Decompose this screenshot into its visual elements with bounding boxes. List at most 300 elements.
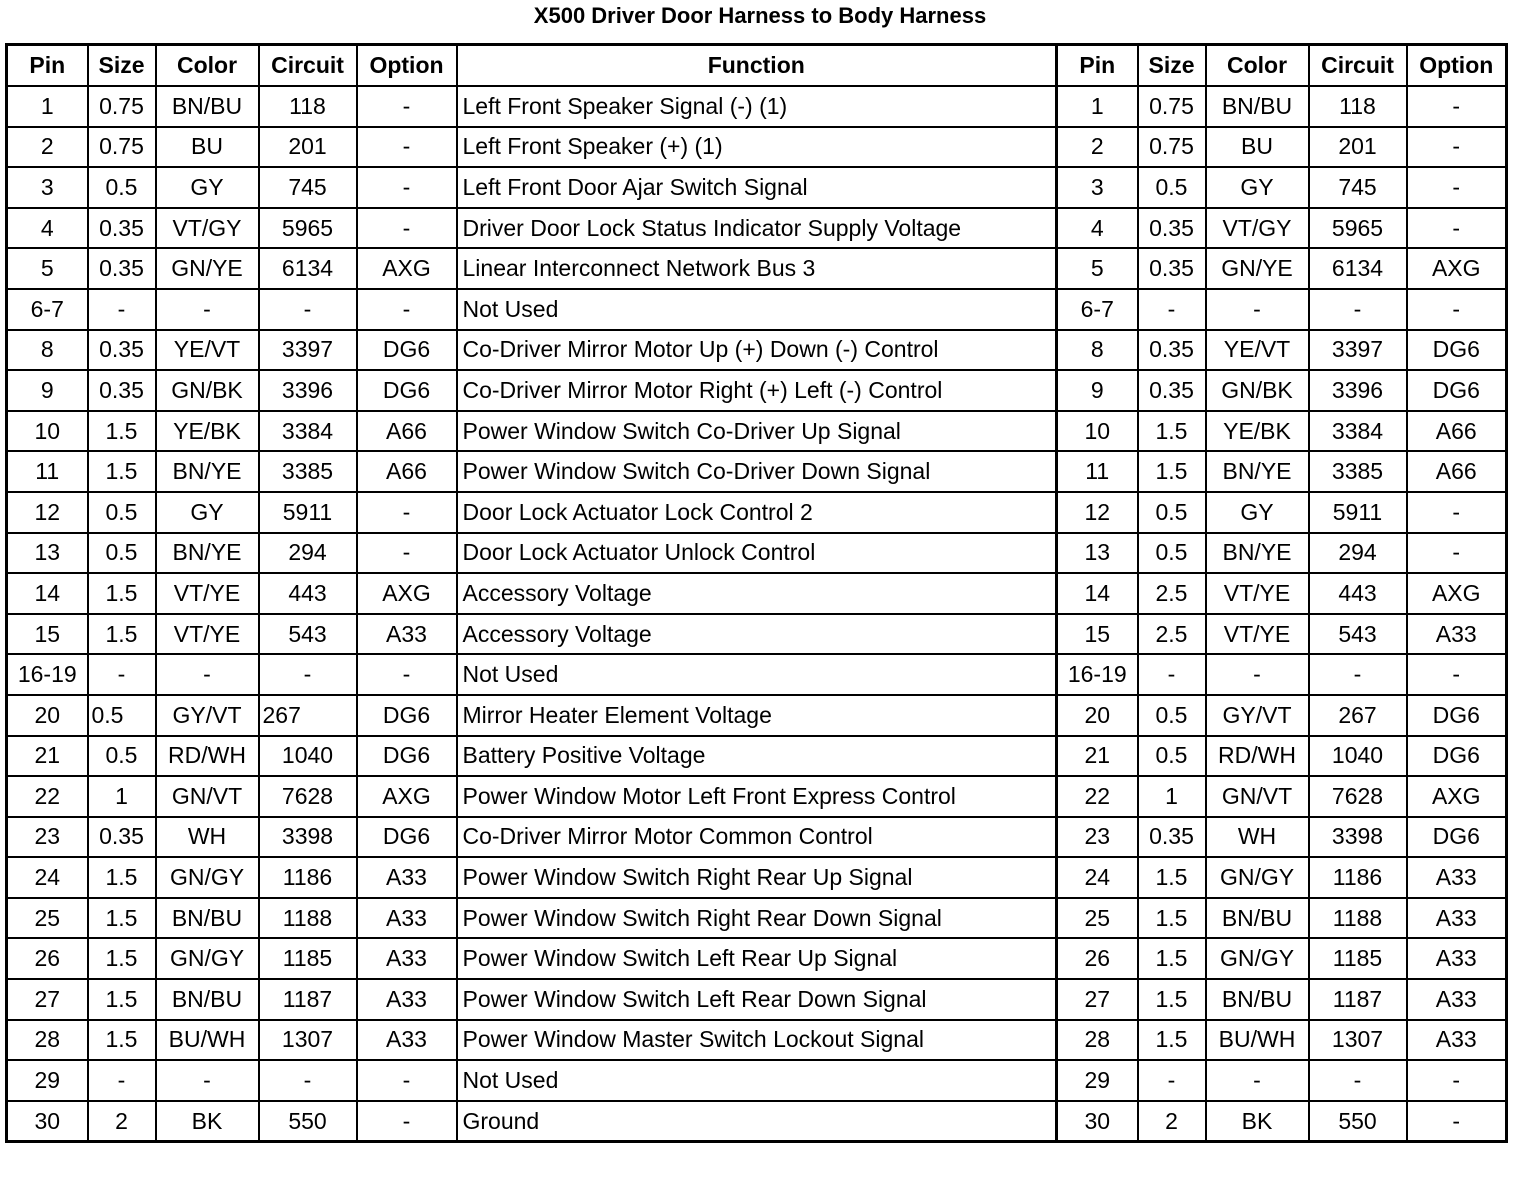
- size-cell-2: 2.5: [1138, 573, 1206, 614]
- color-cell-2: -: [1206, 289, 1309, 330]
- color-cell-2: -: [1206, 654, 1309, 695]
- header-row: [7, 45, 1507, 87]
- size-cell: -: [88, 654, 156, 695]
- circuit-cell: 5911: [259, 492, 357, 533]
- circuit-cell: -: [259, 1060, 357, 1101]
- color-cell: VT/GY: [156, 208, 259, 249]
- color-cell-2: VT/YE: [1206, 614, 1309, 655]
- color-cell: GY: [156, 492, 259, 533]
- size-cell: 0.75: [88, 127, 156, 168]
- pin-cell: 3: [7, 167, 88, 208]
- circuit-cell: 543: [259, 614, 357, 655]
- option-cell: -: [357, 167, 457, 208]
- pin-cell: 6-7: [7, 289, 88, 330]
- circuit-cell-2: 745: [1309, 167, 1407, 208]
- size-cell: 1.5: [88, 857, 156, 898]
- color-cell-2: BN/YE: [1206, 451, 1309, 492]
- circuit-cell: 294: [259, 533, 357, 574]
- function-cell: Ground: [457, 1101, 1057, 1142]
- color-cell: -: [156, 1060, 259, 1101]
- table-row: [7, 127, 1507, 168]
- table-row: [7, 736, 1507, 777]
- option-cell-2: DG6: [1407, 370, 1507, 411]
- size-cell-2: 2.5: [1138, 614, 1206, 655]
- option-cell: A66: [357, 451, 457, 492]
- function-cell: Not Used: [457, 654, 1057, 695]
- color-cell: BN/YE: [156, 533, 259, 574]
- pin-cell: 30: [7, 1101, 88, 1142]
- circuit-cell-2: 3396: [1309, 370, 1407, 411]
- pin-cell: 25: [7, 898, 88, 939]
- option-cell-2: -: [1407, 289, 1507, 330]
- circuit-cell-2: 294: [1309, 533, 1407, 574]
- option-cell-2: DG6: [1407, 736, 1507, 777]
- pin-cell-2: 13: [1057, 533, 1138, 574]
- circuit-cell-2: 550: [1309, 1101, 1407, 1142]
- size-cell-2: 0.35: [1138, 208, 1206, 249]
- circuit-cell-2: 443: [1309, 573, 1407, 614]
- circuit-cell: 1186: [259, 857, 357, 898]
- pin-cell-2: 10: [1057, 411, 1138, 452]
- circuit-cell: 6134: [259, 248, 357, 289]
- option-cell: DG6: [357, 695, 457, 736]
- pin-cell: 27: [7, 979, 88, 1020]
- table-row: [7, 289, 1507, 330]
- pin-cell-2: 28: [1057, 1020, 1138, 1061]
- color-cell-2: YE/BK: [1206, 411, 1309, 452]
- header-size: Size: [88, 45, 156, 87]
- function-cell: Door Lock Actuator Lock Control 2: [457, 492, 1057, 533]
- size-cell: -: [88, 1060, 156, 1101]
- pin-cell: 14: [7, 573, 88, 614]
- size-cell: 1.5: [88, 573, 156, 614]
- color-cell: GY: [156, 167, 259, 208]
- size-cell-2: 0.5: [1138, 492, 1206, 533]
- pin-cell: 8: [7, 330, 88, 371]
- color-cell: BN/YE: [156, 451, 259, 492]
- option-cell: AXG: [357, 776, 457, 817]
- color-cell: YE/VT: [156, 330, 259, 371]
- size-cell: 0.5: [88, 736, 156, 777]
- function-cell: Power Window Switch Right Rear Up Signal: [457, 857, 1057, 898]
- option-cell: DG6: [357, 817, 457, 858]
- size-cell-2: 1.5: [1138, 898, 1206, 939]
- table-row: [7, 1020, 1507, 1061]
- option-cell-2: AXG: [1407, 776, 1507, 817]
- option-cell-2: AXG: [1407, 573, 1507, 614]
- function-cell: Power Window Switch Co-Driver Down Signal: [457, 451, 1057, 492]
- option-cell: -: [357, 127, 457, 168]
- circuit-cell-2: -: [1309, 654, 1407, 695]
- function-cell: Driver Door Lock Status Indicator Supply Voltage: [457, 208, 1057, 249]
- size-cell-2: 1.5: [1138, 938, 1206, 979]
- function-cell: Co-Driver Mirror Motor Up (+) Down (-) Control: [457, 330, 1057, 371]
- color-cell-2: BN/BU: [1206, 979, 1309, 1020]
- pin-cell-2: 24: [1057, 857, 1138, 898]
- size-cell: 2: [88, 1101, 156, 1142]
- circuit-cell: 1188: [259, 898, 357, 939]
- size-cell-2: 1.5: [1138, 451, 1206, 492]
- circuit-cell: -: [259, 289, 357, 330]
- option-cell: AXG: [357, 248, 457, 289]
- pin-cell-2: 6-7: [1057, 289, 1138, 330]
- color-cell-2: GY: [1206, 167, 1309, 208]
- function-cell: Battery Positive Voltage: [457, 736, 1057, 777]
- size-cell-2: 2: [1138, 1101, 1206, 1142]
- function-cell: Linear Interconnect Network Bus 3: [457, 248, 1057, 289]
- option-cell-2: DG6: [1407, 817, 1507, 858]
- size-cell: 0.35: [88, 370, 156, 411]
- color-cell: GY/VT: [156, 695, 259, 736]
- color-cell: GN/BK: [156, 370, 259, 411]
- circuit-cell-2: 1040: [1309, 736, 1407, 777]
- option-cell: -: [357, 654, 457, 695]
- size-cell: 1: [88, 776, 156, 817]
- color-cell-2: BK: [1206, 1101, 1309, 1142]
- pin-cell: 23: [7, 817, 88, 858]
- table-row: [7, 938, 1507, 979]
- circuit-cell-2: 1187: [1309, 979, 1407, 1020]
- pin-cell-2: 25: [1057, 898, 1138, 939]
- option-cell-2: -: [1407, 1060, 1507, 1101]
- option-cell-2: -: [1407, 208, 1507, 249]
- header-color-2: Color: [1206, 45, 1309, 87]
- table-row: [7, 654, 1507, 695]
- pin-cell-2: 20: [1057, 695, 1138, 736]
- option-cell: A33: [357, 938, 457, 979]
- pin-cell-2: 26: [1057, 938, 1138, 979]
- color-cell-2: WH: [1206, 817, 1309, 858]
- size-cell-2: 0.35: [1138, 817, 1206, 858]
- size-cell: -: [88, 289, 156, 330]
- option-cell: DG6: [357, 736, 457, 777]
- circuit-cell-2: 1188: [1309, 898, 1407, 939]
- color-cell-2: GN/GY: [1206, 857, 1309, 898]
- size-cell: 0.5: [88, 533, 156, 574]
- function-cell: Co-Driver Mirror Motor Right (+) Left (-) Control: [457, 370, 1057, 411]
- option-cell-2: A33: [1407, 898, 1507, 939]
- table-row: [7, 167, 1507, 208]
- table-row: [7, 370, 1507, 411]
- function-cell: Power Window Master Switch Lockout Signal: [457, 1020, 1057, 1061]
- size-cell: 0.75: [88, 86, 156, 127]
- table-row: [7, 857, 1507, 898]
- circuit-cell: 5965: [259, 208, 357, 249]
- table-row: [7, 573, 1507, 614]
- pin-cell-2: 1: [1057, 86, 1138, 127]
- color-cell: BN/BU: [156, 898, 259, 939]
- circuit-cell: 1185: [259, 938, 357, 979]
- circuit-cell: 745: [259, 167, 357, 208]
- header-circuit: Circuit: [259, 45, 357, 87]
- size-cell-2: 0.75: [1138, 127, 1206, 168]
- size-cell: 1.5: [88, 898, 156, 939]
- table-row: [7, 533, 1507, 574]
- option-cell-2: A33: [1407, 979, 1507, 1020]
- pin-cell: 28: [7, 1020, 88, 1061]
- color-cell: BK: [156, 1101, 259, 1142]
- option-cell: A33: [357, 1020, 457, 1061]
- pin-cell-2: 15: [1057, 614, 1138, 655]
- circuit-cell-2: 6134: [1309, 248, 1407, 289]
- option-cell: A33: [357, 614, 457, 655]
- pin-cell-2: 2: [1057, 127, 1138, 168]
- pin-cell: 20: [7, 695, 88, 736]
- size-cell-2: -: [1138, 289, 1206, 330]
- header-pin-2: Pin: [1057, 45, 1138, 87]
- circuit-cell-2: 118: [1309, 86, 1407, 127]
- circuit-cell: 1187: [259, 979, 357, 1020]
- color-cell: RD/WH: [156, 736, 259, 777]
- pin-cell: 4: [7, 208, 88, 249]
- header-pin: Pin: [7, 45, 88, 87]
- size-cell: 0.35: [88, 330, 156, 371]
- option-cell-2: -: [1407, 654, 1507, 695]
- function-cell: Accessory Voltage: [457, 614, 1057, 655]
- circuit-cell-2: 3398: [1309, 817, 1407, 858]
- circuit-cell: 3385: [259, 451, 357, 492]
- table-row: [7, 330, 1507, 371]
- table-row: [7, 248, 1507, 289]
- table-row: [7, 614, 1507, 655]
- pin-cell: 26: [7, 938, 88, 979]
- size-cell-2: -: [1138, 654, 1206, 695]
- option-cell: -: [357, 533, 457, 574]
- circuit-cell: 3397: [259, 330, 357, 371]
- header-color: Color: [156, 45, 259, 87]
- header-option-2: Option: [1407, 45, 1507, 87]
- color-cell: BN/BU: [156, 979, 259, 1020]
- function-cell: Left Front Speaker (+) (1): [457, 127, 1057, 168]
- circuit-cell-2: 5911: [1309, 492, 1407, 533]
- function-cell: Power Window Switch Left Rear Down Signal: [457, 979, 1057, 1020]
- size-cell-2: 0.5: [1138, 736, 1206, 777]
- option-cell: A66: [357, 411, 457, 452]
- color-cell-2: BN/BU: [1206, 898, 1309, 939]
- color-cell-2: GN/VT: [1206, 776, 1309, 817]
- size-cell: 0.35: [88, 208, 156, 249]
- option-cell-2: A33: [1407, 614, 1507, 655]
- pin-cell-2: 27: [1057, 979, 1138, 1020]
- function-cell: Not Used: [457, 289, 1057, 330]
- function-cell: Co-Driver Mirror Motor Common Control: [457, 817, 1057, 858]
- table-row: [7, 898, 1507, 939]
- circuit-cell-2: 7628: [1309, 776, 1407, 817]
- table-row: [7, 979, 1507, 1020]
- size-cell-2: 0.35: [1138, 330, 1206, 371]
- option-cell-2: -: [1407, 86, 1507, 127]
- function-cell: Left Front Door Ajar Switch Signal: [457, 167, 1057, 208]
- option-cell-2: -: [1407, 492, 1507, 533]
- pin-cell-2: 22: [1057, 776, 1138, 817]
- option-cell: AXG: [357, 573, 457, 614]
- pin-cell-2: 4: [1057, 208, 1138, 249]
- pin-cell-2: 16-19: [1057, 654, 1138, 695]
- pin-cell-2: 29: [1057, 1060, 1138, 1101]
- header-function: Function: [457, 45, 1057, 87]
- document-title: X500 Driver Door Harness to Body Harness: [533, 3, 987, 28]
- function-cell: Left Front Speaker Signal (-) (1): [457, 86, 1057, 127]
- size-cell-2: 0.5: [1138, 695, 1206, 736]
- table-row: [7, 1101, 1507, 1142]
- pin-cell: 13: [7, 533, 88, 574]
- table-row: [7, 451, 1507, 492]
- pin-cell-2: 3: [1057, 167, 1138, 208]
- circuit-cell: 118: [259, 86, 357, 127]
- option-cell-2: A66: [1407, 411, 1507, 452]
- pin-cell: 29: [7, 1060, 88, 1101]
- option-cell: -: [357, 289, 457, 330]
- pin-cell-2: 14: [1057, 573, 1138, 614]
- color-cell-2: YE/VT: [1206, 330, 1309, 371]
- color-cell: -: [156, 289, 259, 330]
- option-cell: -: [357, 492, 457, 533]
- pin-cell: 21: [7, 736, 88, 777]
- size-cell: 1.5: [88, 451, 156, 492]
- function-cell: Mirror Heater Element Voltage: [457, 695, 1057, 736]
- size-cell: 0.5: [88, 492, 156, 533]
- color-cell: GN/VT: [156, 776, 259, 817]
- size-cell-2: 1.5: [1138, 411, 1206, 452]
- size-cell-2: 0.35: [1138, 370, 1206, 411]
- circuit-cell-2: 3397: [1309, 330, 1407, 371]
- table-row: [7, 208, 1507, 249]
- function-cell: Power Window Motor Left Front Express Control: [457, 776, 1057, 817]
- circuit-cell: 3396: [259, 370, 357, 411]
- circuit-cell: 7628: [259, 776, 357, 817]
- option-cell: DG6: [357, 370, 457, 411]
- table-row: [7, 695, 1507, 736]
- circuit-cell: 201: [259, 127, 357, 168]
- table-row: [7, 86, 1507, 127]
- option-cell-2: DG6: [1407, 330, 1507, 371]
- pin-cell: 11: [7, 451, 88, 492]
- table-row: [7, 492, 1507, 533]
- pin-cell: 2: [7, 127, 88, 168]
- option-cell: A33: [357, 979, 457, 1020]
- pin-cell: 12: [7, 492, 88, 533]
- circuit-cell-2: 3384: [1309, 411, 1407, 452]
- option-cell: -: [357, 1060, 457, 1101]
- size-cell: 0.35: [88, 248, 156, 289]
- pin-cell-2: 21: [1057, 736, 1138, 777]
- function-cell: Power Window Switch Left Rear Up Signal: [457, 938, 1057, 979]
- option-cell-2: DG6: [1407, 695, 1507, 736]
- function-cell: Accessory Voltage: [457, 573, 1057, 614]
- header-circuit-2: Circuit: [1309, 45, 1407, 87]
- color-cell-2: VT/GY: [1206, 208, 1309, 249]
- size-cell: 1.5: [88, 411, 156, 452]
- pin-cell: 1: [7, 86, 88, 127]
- circuit-cell-2: 3385: [1309, 451, 1407, 492]
- color-cell: BU: [156, 127, 259, 168]
- harness-pinout-table: [5, 43, 1508, 1143]
- circuit-cell: 3384: [259, 411, 357, 452]
- color-cell: GN/GY: [156, 857, 259, 898]
- table-row: [7, 817, 1507, 858]
- header-option: Option: [357, 45, 457, 87]
- table-row: [7, 1060, 1507, 1101]
- option-cell: -: [357, 86, 457, 127]
- color-cell-2: GY/VT: [1206, 695, 1309, 736]
- header-size-2: Size: [1138, 45, 1206, 87]
- circuit-cell: -: [259, 654, 357, 695]
- pin-cell: 16-19: [7, 654, 88, 695]
- pin-cell: 10: [7, 411, 88, 452]
- size-cell-2: 1.5: [1138, 979, 1206, 1020]
- option-cell-2: A33: [1407, 1020, 1507, 1061]
- circuit-cell: 443: [259, 573, 357, 614]
- option-cell: -: [357, 208, 457, 249]
- size-cell: 1.5: [88, 614, 156, 655]
- color-cell-2: GN/BK: [1206, 370, 1309, 411]
- color-cell: GN/GY: [156, 938, 259, 979]
- option-cell-2: -: [1407, 533, 1507, 574]
- pin-cell: 24: [7, 857, 88, 898]
- circuit-cell-2: -: [1309, 1060, 1407, 1101]
- color-cell: VT/YE: [156, 573, 259, 614]
- table-row: [7, 776, 1507, 817]
- table-row: [7, 411, 1507, 452]
- pin-cell: 15: [7, 614, 88, 655]
- color-cell-2: -: [1206, 1060, 1309, 1101]
- size-cell-2: 0.35: [1138, 248, 1206, 289]
- pin-cell-2: 9: [1057, 370, 1138, 411]
- pin-cell-2: 23: [1057, 817, 1138, 858]
- pin-cell: 22: [7, 776, 88, 817]
- color-cell-2: GN/GY: [1206, 938, 1309, 979]
- circuit-cell-2: 543: [1309, 614, 1407, 655]
- color-cell: WH: [156, 817, 259, 858]
- size-cell: 0.5: [88, 695, 156, 736]
- color-cell-2: GN/YE: [1206, 248, 1309, 289]
- circuit-cell: 1040: [259, 736, 357, 777]
- pin-cell-2: 11: [1057, 451, 1138, 492]
- color-cell: BU/WH: [156, 1020, 259, 1061]
- option-cell-2: A33: [1407, 857, 1507, 898]
- color-cell-2: BN/BU: [1206, 86, 1309, 127]
- size-cell: 1.5: [88, 938, 156, 979]
- option-cell-2: -: [1407, 167, 1507, 208]
- size-cell-2: 0.5: [1138, 533, 1206, 574]
- size-cell: 1.5: [88, 979, 156, 1020]
- function-cell: Door Lock Actuator Unlock Control: [457, 533, 1057, 574]
- option-cell-2: AXG: [1407, 248, 1507, 289]
- circuit-cell: 550: [259, 1101, 357, 1142]
- size-cell-2: 0.75: [1138, 86, 1206, 127]
- circuit-cell-2: 201: [1309, 127, 1407, 168]
- color-cell: -: [156, 654, 259, 695]
- pin-cell-2: 5: [1057, 248, 1138, 289]
- size-cell-2: 1.5: [1138, 857, 1206, 898]
- circuit-cell-2: 267: [1309, 695, 1407, 736]
- circuit-cell-2: 5965: [1309, 208, 1407, 249]
- size-cell-2: 1.5: [1138, 1020, 1206, 1061]
- option-cell: DG6: [357, 330, 457, 371]
- size-cell: 1.5: [88, 1020, 156, 1061]
- color-cell-2: VT/YE: [1206, 573, 1309, 614]
- pin-cell-2: 12: [1057, 492, 1138, 533]
- pin-cell-2: 8: [1057, 330, 1138, 371]
- color-cell-2: BU/WH: [1206, 1020, 1309, 1061]
- size-cell: 0.5: [88, 167, 156, 208]
- option-cell: -: [357, 1101, 457, 1142]
- circuit-cell-2: 1186: [1309, 857, 1407, 898]
- color-cell-2: GY: [1206, 492, 1309, 533]
- pin-cell-2: 30: [1057, 1101, 1138, 1142]
- circuit-cell-2: 1307: [1309, 1020, 1407, 1061]
- circuit-cell: 267: [259, 695, 357, 736]
